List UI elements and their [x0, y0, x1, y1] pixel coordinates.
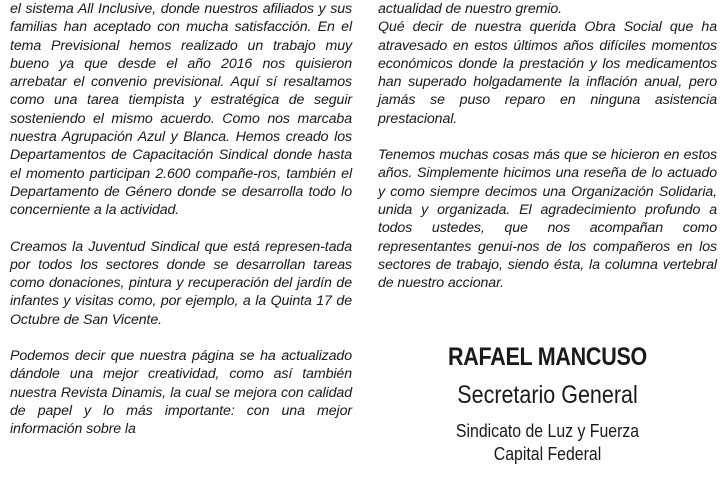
signatory-name: RAFAEL MANCUSO	[447, 343, 648, 371]
organization-line-2: Capital Federal	[493, 444, 602, 464]
left-paragraph-3: Podemos decir que nuestra página se ha actualizado dándole una mejor creatividad, como así también nuestra Revista Dinamis, la cual se mejora con calidad de papel y lo más importante: con una mejor información sobre la	[10, 348, 352, 438]
organization-line-1: Sindicato de Luz y Fuerza	[455, 421, 640, 441]
left-column	[10, 0, 352, 439]
signature-block	[378, 340, 717, 466]
left-paragraph-2: Creamos la Juventud Sindical que está represen-tada por todos los sectores donde se desarrollan tareas como donaciones, pintura y recuperación del jardín de infantes y visitas como, por ejemplo, a la Quinta 17 de Octubre de San Vicente.	[10, 238, 352, 328]
left-paragraph-1: el sistema All Inclusive, donde nuestros afiliados y sus familias han aceptado con mucha satisfacción. En el tema Previsional hemos realizado un trabajo muy bueno ya que desde el año 2016 nos quisieron arrebatar el convenio previsional. Aquí sí resaltamos como una tarea tiempista y estratégica de seguir sosteniendo el mismo acuerdo. Como nos marcaba nuestra Agrupación Azul y Blanca. Hemos creado los Departamentos de Capacitación Sindical donde hasta el momento participan 2.600 compañe-ros, también el Departamento de Género donde se desarrolla todo lo concerniente a la actividad.	[10, 1, 352, 219]
right-paragraph-3: Tenemos muchas cosas más que se hicieron en estos años. Simplemente hicimos una reseña de lo actuado y como siempre decimos una Organización Solidaria, unida y organizada. El agradecimiento profundo a todos ustedes, que nos acompañan como representantes genui-nos de los compañeros en los sectores de trabajo, siendo ésta, la columna vertebral de nuestro accionar.	[378, 147, 717, 292]
right-column	[378, 0, 717, 292]
right-paragraph-2: Qué decir de nuestra querida Obra Social que ha atravesado en estos últimos años difíciles momentos económicos donde la prestación y los medicamentos han superado holgadamente la inflación anual, pero jamás se puso reparo en ninguna asistencia prestacional.	[378, 19, 717, 127]
right-paragraph-1: actualidad de nuestro gremio.	[378, 1, 563, 17]
signatory-title: Secretario General	[457, 381, 638, 409]
